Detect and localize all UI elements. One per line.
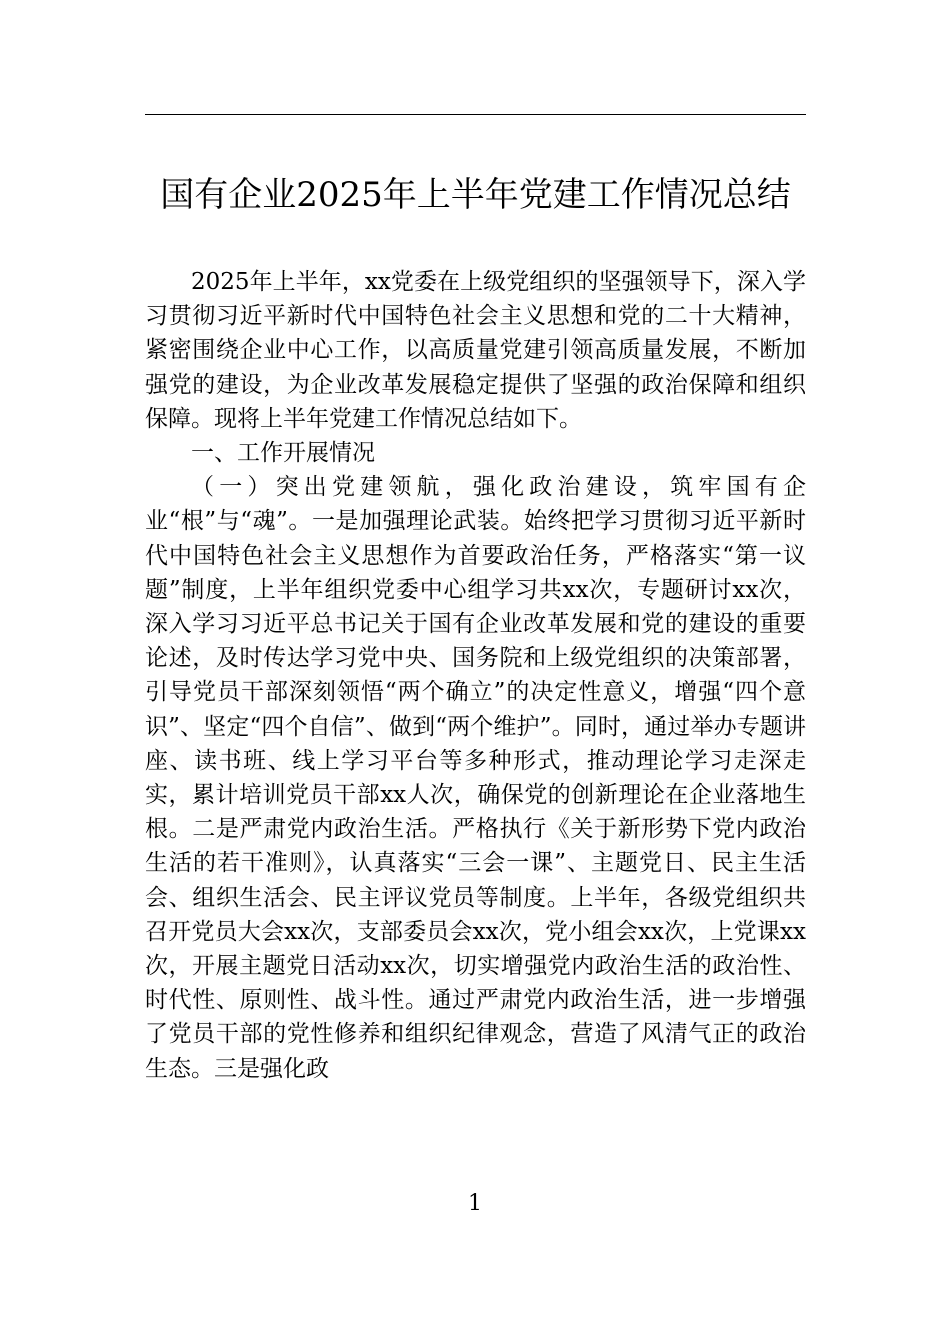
body-paragraph: （一）突出党建领航，强化政治建设，筑牢国有企业“根”与“魂”。一是加强理论武装。始终把学习贯彻习近平新时代中国特色社会主义思想作为首要政治任务，严格落实“第一议题”制度，上半年组织党委中心组学习共xx次，专题研讨xx次，深入学习习近平总书记关于国有企业改革发展和党的建设的重要论述，及时传达学习党中央、国务院和上级党组织的决策部署，引导党员干部深刻领悟“两个确立”的决定性意义，增强“四个意识”、坚定“四个自信”、做到“两个维护”。同时，通过举办专题讲座、读书班、线上学习平台等多种形式，推动理论学习走深走实，累计培训党员干部xx人次，确保党的创新理论在企业落地生根。二是严肃党内政治生活。严格执行《关于新形势下党内政治生活的若干准则》，认真落实“三会一课”、主题党日、民主生活会、组织生活会、民主评议党员等制度。上半年，各级党组织共召开党员大会xx次，支部委员会xx次，党小组会xx次，上党课xx次，开展主题党日活动xx次，切实增强党内政治生活的政治性、时代性、原则性、战斗性。通过严肃党内政治生活，进一步增强了党员干部的党性修养和组织纪律观念，营造了风清气正的政治生态。三是强化政	[145, 474, 806, 1082]
page-number: 1	[468, 1191, 482, 1216]
document-body	[145, 265, 806, 1086]
intro-paragraph: 2025年上半年，xx党委在上级党组织的坚强领导下，深入学习贯彻习近平新时代中国特色社会主义思想和党的二十大精神，紧密围绕企业中心工作，以高质量党建引领高质量发展，不断加强党的建设，为企业改革发展稳定提供了坚强的政治保障和组织保障。现将上半年党建工作情况总结如下。	[145, 269, 806, 432]
header-rule	[145, 114, 806, 115]
document-title: 国有企业2025年上半年党建工作情况总结	[160, 175, 791, 215]
section-heading: 一、工作开展情况	[191, 440, 375, 467]
